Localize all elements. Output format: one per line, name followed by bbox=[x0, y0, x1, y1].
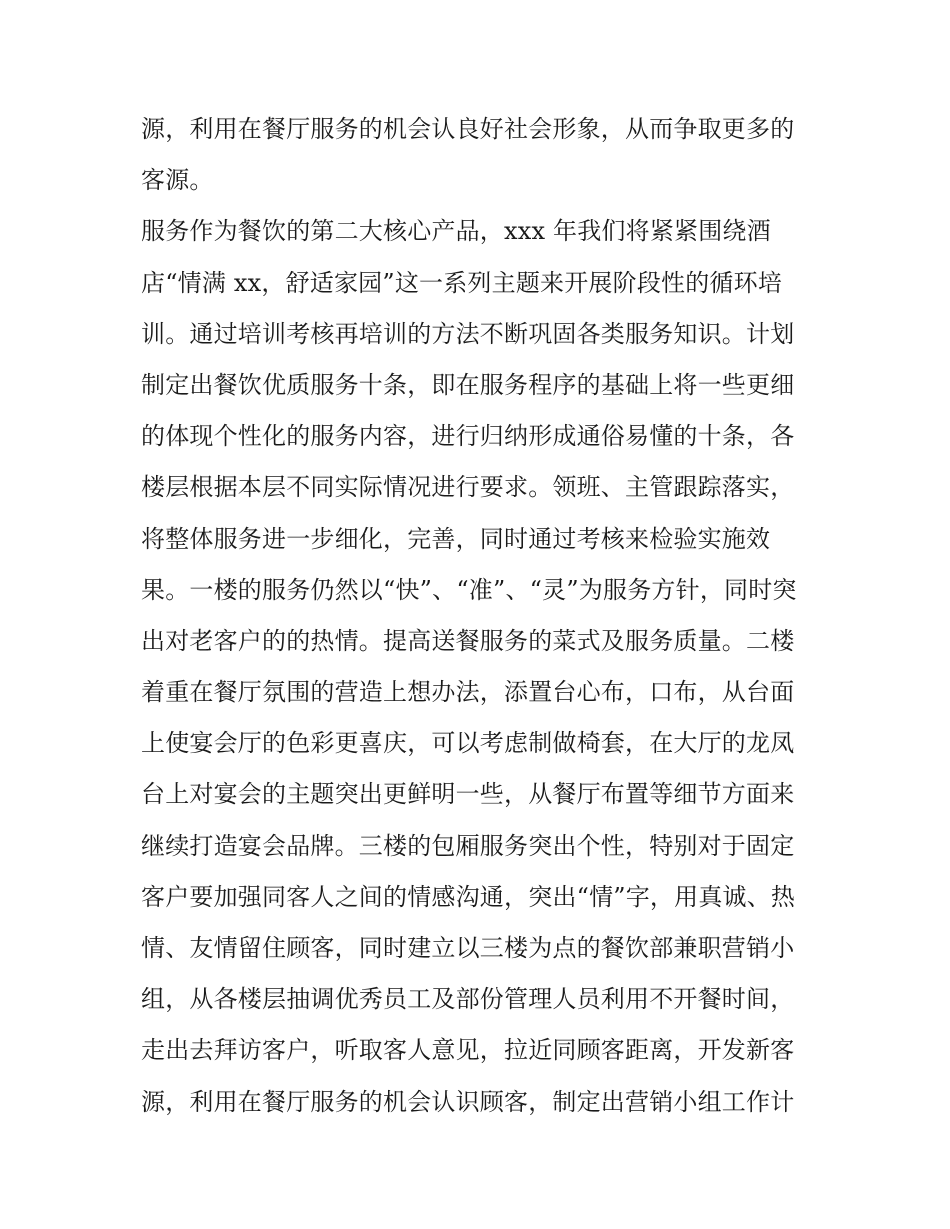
text-line-8: 楼层根据本层不同实际情况进行要求。领班、主管跟踪落实， bbox=[141, 473, 795, 502]
text-line-7: 的体现个性化的服务内容，进行归纳形成通俗易懂的十条，各 bbox=[141, 422, 795, 451]
text-line-20: 源，利用在餐厅服务的机会认识顾客，制定出营销小组工作计 bbox=[141, 1087, 795, 1116]
text-line-4: 店“情满 xx，舒适家园”这一系列主题来开展阶段性的循环培 bbox=[141, 268, 783, 297]
text-line-2: 客源。 bbox=[141, 166, 214, 195]
text-line-12: 着重在餐厅氛围的营造上想办法，添置台心布，口布，从台面 bbox=[141, 678, 795, 707]
text-line-14: 台上对宴会的主题突出更鲜明一些，从餐厅布置等细节方面来 bbox=[141, 780, 795, 809]
text-line-15: 继续打造宴会品牌。三楼的包厢服务突出个性，特别对于固定 bbox=[141, 831, 795, 860]
body-text bbox=[141, 104, 821, 1128]
text-line-18: 组，从各楼层抽调优秀员工及部份管理人员利用不开餐时间， bbox=[141, 985, 795, 1014]
text-line-19: 走出去拜访客户，听取客人意见，拉近同顾客距离，开发新客 bbox=[141, 1036, 795, 1065]
text-line-10: 果。一楼的服务仍然以“快”、“准”、“灵”为服务方针，同时突 bbox=[141, 575, 797, 604]
text-line-13: 上使宴会厅的色彩更喜庆，可以考虑制做椅套，在大厅的龙凤 bbox=[141, 729, 795, 758]
text-line-5: 训。通过培训考核再培训的方法不断巩固各类服务知识。计划 bbox=[141, 319, 795, 348]
text-line-6: 制定出餐饮优质服务十条，即在服务程序的基础上将一些更细 bbox=[141, 370, 795, 399]
text-line-3: 服务作为餐饮的第二大核心产品，xxx 年我们将紧紧围绕酒 bbox=[141, 217, 771, 246]
text-line-9: 将整体服务进一步细化，完善，同时通过考核来检验实施效 bbox=[141, 524, 771, 553]
text-line-16: 客户要加强同客人之间的情感沟通，突出“情”字，用真诚、热 bbox=[141, 882, 796, 911]
text-line-17: 情、友情留住顾客，同时建立以三楼为点的餐饮部兼职营销小 bbox=[141, 934, 795, 962]
text-line-1: 源，利用在餐厅服务的机会认良好社会形象，从而争取更多的 bbox=[141, 115, 795, 143]
text-line-11: 出对老客户的的热情。提高送餐服务的菜式及服务质量。二楼 bbox=[141, 626, 795, 655]
